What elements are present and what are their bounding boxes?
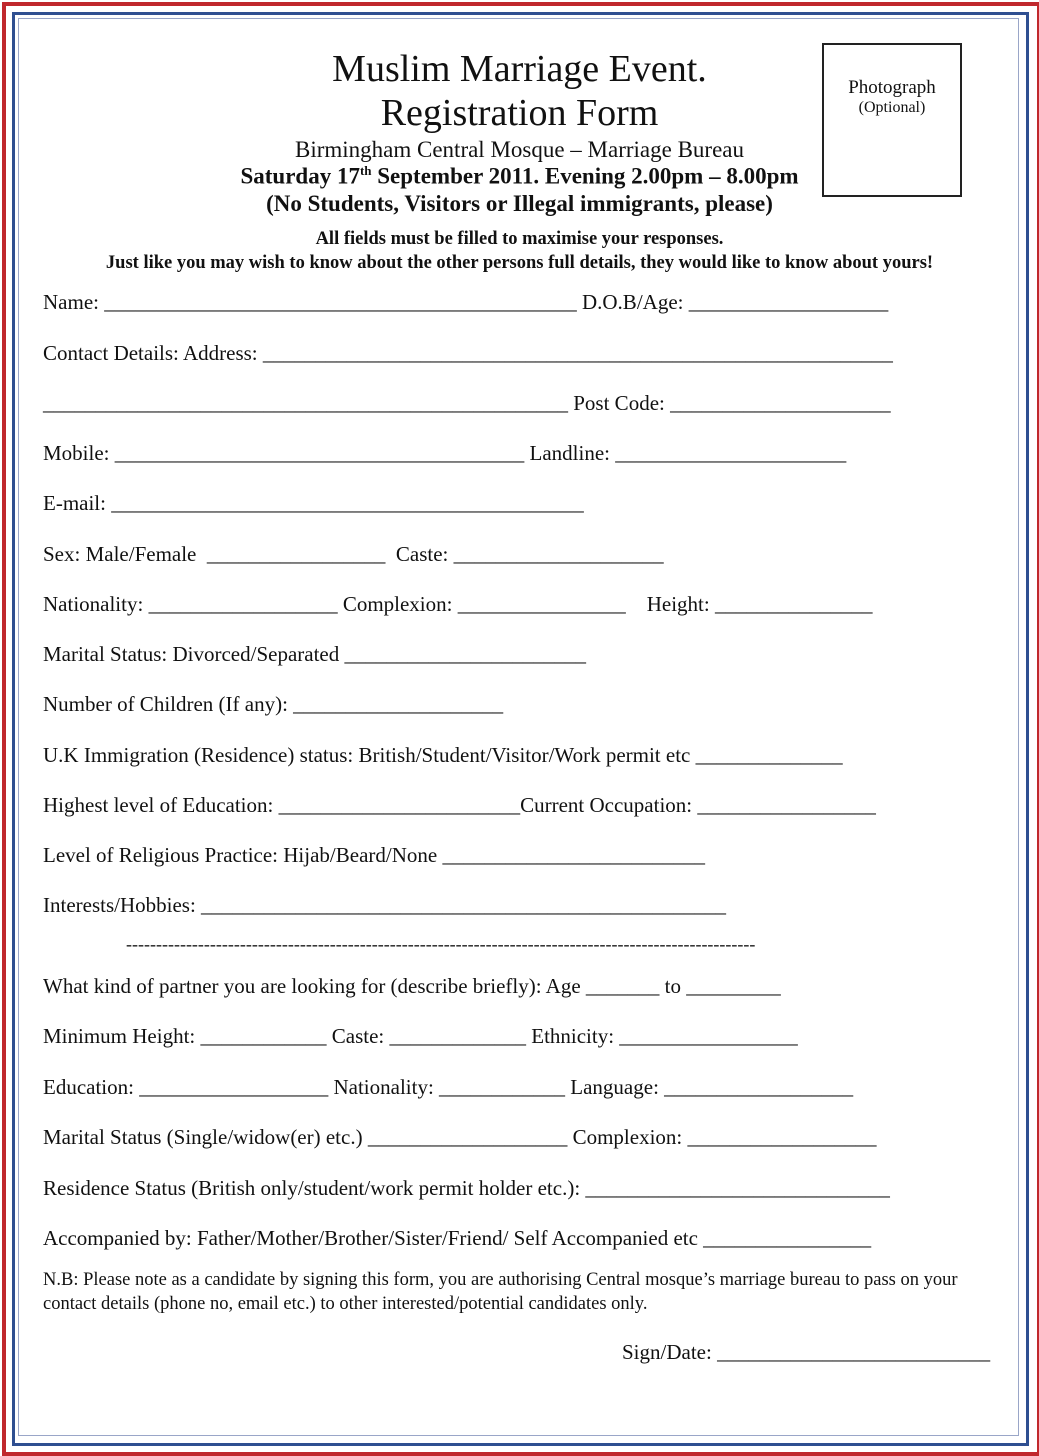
event-date-rest: September 2011. Evening 2.00pm – 8.00pm: [371, 163, 799, 189]
event-date-prefix: Saturday 17: [240, 163, 360, 189]
form-title-line2: Registration Form: [380, 92, 659, 134]
email-field[interactable]: E-mail: _____________________________________________: [43, 491, 584, 515]
consent-note: N.B: Please note as a candidate by signing this form, you are authorising Central mosque’s marriage bureau to pass on your contact details (phone no, email etc.) to other interested/potential candidates only.: [43, 1270, 958, 1314]
instruction-line1: All fields must be filled to maximise your responses.: [315, 229, 724, 249]
partner-age-field[interactable]: What kind of partner you are looking for (describe briefly): Age _______ to _________: [43, 974, 781, 998]
name-dob-field[interactable]: Name: _____________________________________________ D.O.B/Age: ___________________: [43, 290, 889, 314]
instruction-line2: Just like you may wish to know about the other persons full details, they would like to know about yours!: [105, 253, 934, 273]
immigration-status-field[interactable]: U.K Immigration (Residence) status: British/Student/Visitor/Work permit etc ______________: [43, 743, 843, 767]
nationality-complexion-height-field[interactable]: Nationality: __________________ Complexion: ________________ Height: _______________: [43, 592, 873, 616]
religious-practice-field[interactable]: Level of Religious Practice: Hijab/Beard/None _________________________: [43, 843, 705, 867]
education-occupation-field[interactable]: Highest level of Education: _______________________Current Occupation: _________________: [43, 793, 876, 817]
event-date-suffix: th: [359, 163, 372, 178]
photograph-optional: (Optional): [858, 99, 926, 116]
address-field[interactable]: Contact Details: Address: ____________________________________________________________: [43, 341, 893, 365]
children-field[interactable]: Number of Children (If any): ____________________: [43, 692, 504, 716]
form-title-line1: Muslim Marriage Event.: [332, 48, 707, 90]
venue-text: Birmingham Central Mosque – Marriage Bureau: [294, 137, 745, 162]
partner-education-nationality-language-field[interactable]: Education: __________________ Nationality: ____________ Language: __________________: [43, 1075, 854, 1099]
accompanied-by-field[interactable]: Accompanied by: Father/Mother/Brother/Sister/Friend/ Self Accompanied etc ________________: [43, 1226, 872, 1250]
section-separator: ---------------------------------------------------------------------------------------------------------: [126, 934, 756, 954]
mobile-landline-field[interactable]: Mobile: _______________________________________ Landline: ______________________: [43, 441, 847, 465]
postcode-field[interactable]: __________________________________________________ Post Code: _____________________: [43, 391, 891, 415]
photograph-label: Photograph: [848, 77, 936, 98]
photograph-box[interactable]: [822, 43, 962, 197]
signature-date-field[interactable]: Sign/Date: __________________________: [622, 1340, 991, 1364]
restriction-text: (No Students, Visitors or Illegal immigrants, please): [266, 191, 773, 216]
interests-field[interactable]: Interests/Hobbies: __________________________________________________: [43, 893, 727, 917]
sex-caste-field[interactable]: Sex: Male/Female _________________ Caste: ____________________: [43, 542, 664, 566]
partner-marital-complexion-field[interactable]: Marital Status (Single/widow(er) etc.) ___________________ Complexion: __________________: [43, 1125, 877, 1149]
partner-residence-field[interactable]: Residence Status (British only/student/work permit holder etc.): _____________________________: [43, 1176, 890, 1200]
partner-height-caste-ethnicity-field[interactable]: Minimum Height: ____________ Caste: _____________ Ethnicity: _________________: [43, 1024, 798, 1048]
marital-status-field[interactable]: Marital Status: Divorced/Separated _______________________: [43, 642, 586, 666]
